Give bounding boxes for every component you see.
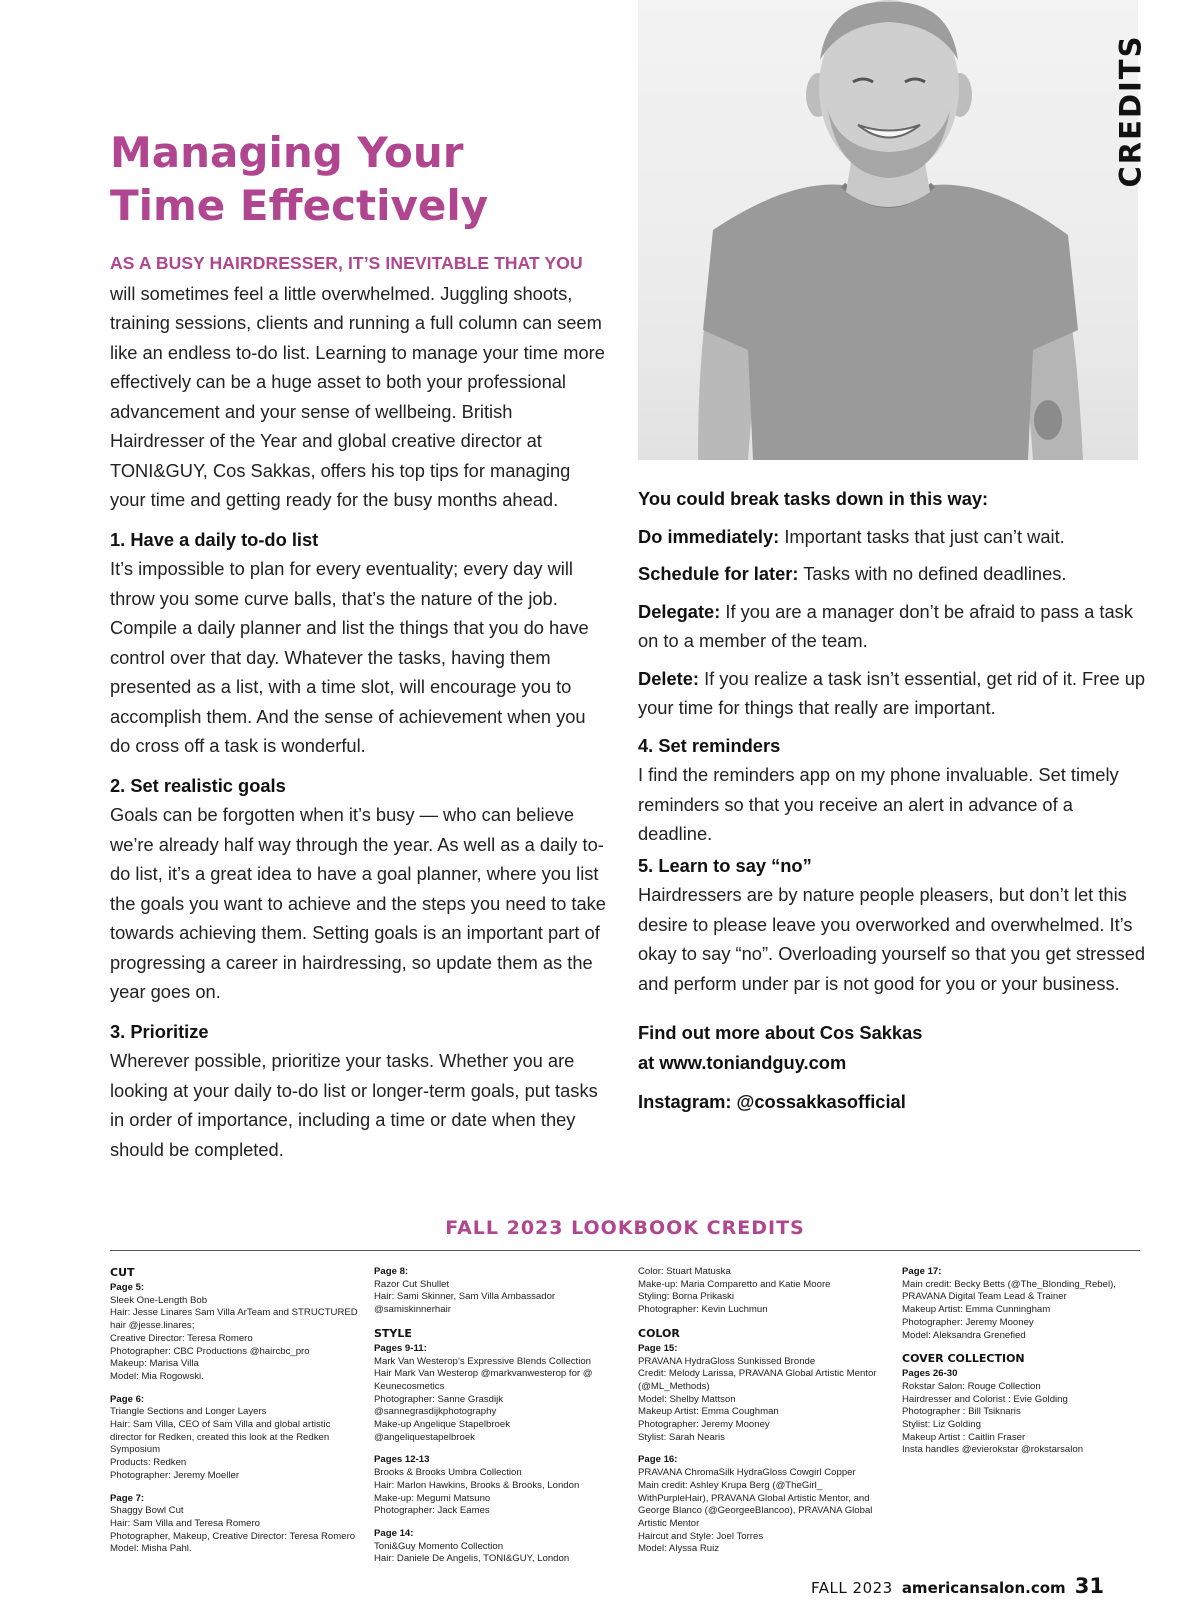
credit-line: Photographer, Makeup, Creative Director: Teresa Romero	[110, 1530, 356, 1542]
credit-line: Sleek One-Length Bob	[110, 1294, 208, 1306]
credit-line: Main credit: Ashley Krupa Berg (@TheGirl_ WithPurpleHair), PRAVANA Global Artistic Mentor, and George Blanco (@GeorgeeBlancoo), PRAVANA Global Artistic Mentor	[638, 1479, 873, 1529]
lookbook-column-4	[902, 1266, 1152, 1467]
article-title	[110, 126, 590, 232]
credit-line: Photographer: Jeremy Mooney	[902, 1316, 1034, 1328]
breakdown-text: If you realize a task isn’t essential, get rid of it. Free up your time for things that really are important.	[638, 667, 1146, 718]
credit-line: Main credit: Becky Betts (@The_Blonding_Rebel), PRAVANA Digital Team Lead & Trainer	[902, 1278, 1116, 1303]
cta	[638, 1018, 1148, 1077]
credit-line: Stylist: Liz Golding	[902, 1419, 981, 1431]
credit-page: Page 6:	[110, 1393, 145, 1405]
credit-page: Page 8:	[374, 1266, 409, 1277]
page-footer	[811, 1574, 1104, 1598]
credit-line: Model: Mia Rogowski.	[110, 1370, 204, 1382]
credit-block	[902, 1352, 1152, 1457]
lookbook-divider	[110, 1250, 1140, 1251]
breakdown-item	[638, 597, 1148, 656]
credit-line: Toni&Guy Momento Collection	[374, 1540, 504, 1552]
credit-block	[110, 1394, 360, 1483]
credit-line: Triangle Sections and Longer Layers	[110, 1406, 267, 1418]
credit-block	[638, 1266, 888, 1317]
credit-line: Hair: Sami Skinner, Sam Villa Ambassador	[374, 1291, 556, 1303]
credit-line: Stylist: Sarah Nearis	[638, 1431, 725, 1443]
tip-2-body: Goals can be forgotten when it’s busy — who can believe we’re already half way through the year. As well as a daily to-do list, it’s a great idea to have a goal planner, where you list the goals you want to achieve and the steps you need to take towards achieving them. Setting goals is an important part of progressing a career in hairdressing, so update them as the year goes on.	[110, 804, 606, 1002]
credit-line: Insta handles @evierokstar @rokstarsalon	[902, 1444, 1084, 1456]
credit-line: Hair: Marlon Hawkins, Brooks & Brooks, London	[374, 1479, 580, 1491]
credit-line: PRAVANA HydraGloss Sunkissed Bronde	[638, 1355, 816, 1367]
tip-2-heading: 2. Set realistic goals	[110, 774, 286, 796]
lookbook-column-1	[110, 1266, 360, 1566]
breakdown-intro: You could break tasks down in this way:	[638, 488, 989, 509]
credit-line: Styling: Borna Prikaski	[638, 1291, 734, 1303]
breakdown-text: Important tasks that just can’t wait.	[784, 525, 1065, 547]
tip-5-body: Hairdressers are by nature people pleasers, but don’t let this desire to please leave you overworked and overwhelmed. It’s okay to say “no”. Overloading yourself so that you get stressed and perform under par is not good for you or your business.	[638, 884, 1146, 994]
credit-line: Hair Mark Van Westerop @markvanwesterop for @ Keunecosmetics	[374, 1368, 593, 1392]
credit-page: Page 15:	[638, 1342, 678, 1354]
credit-line: Photographer: Kevin Luchmun	[638, 1304, 768, 1316]
instagram-handle: Instagram: @cossakkasofficial	[638, 1091, 906, 1112]
credit-line: Credit: Melody Larissa, PRAVANA Global Artistic Mentor (@ML_Methods)	[638, 1368, 877, 1392]
credit-line: Photographer: Sanne Grasdijk	[374, 1393, 504, 1405]
lead-in: AS A BUSY HAIRDRESSER, IT’S INEVITABLE THAT YOU	[110, 253, 583, 273]
credit-block	[110, 1493, 360, 1557]
breakdown-text: Tasks with no defined deadlines.	[803, 563, 1067, 584]
footer-issue: FALL 2023	[811, 1579, 893, 1597]
section-tab	[1110, 34, 1150, 187]
credit-page: Page 17:	[902, 1266, 942, 1277]
credit-block	[374, 1266, 624, 1317]
credit-line: Products: Redken	[110, 1457, 187, 1469]
credit-line: Photographer: CBC Productions @haircbc_pro	[110, 1345, 310, 1357]
credit-section-heading: COVER COLLECTION	[902, 1352, 1025, 1366]
credit-line: Shaggy Bowl Cut	[110, 1505, 184, 1517]
breakdown-label: Delegate:	[638, 600, 721, 622]
credit-line: Mark Van Westerop’s Expressive Blends Collection	[374, 1355, 592, 1367]
credit-line: Creative Director: Teresa Romero	[110, 1332, 253, 1344]
credit-line: Model: Misha Pahl.	[110, 1543, 192, 1555]
credit-line: Makeup Artist: Emma Cunningham	[902, 1304, 1051, 1316]
credit-page: Page 7:	[110, 1492, 145, 1504]
credit-line: Make-up Angelique Stapelbroek	[374, 1419, 511, 1431]
article-left-column	[110, 249, 610, 1174]
credit-line: Photographer: Jeremy Mooney	[638, 1419, 770, 1431]
article-title-line-1: Managing Your	[110, 128, 464, 177]
lookbook-column-2	[374, 1266, 624, 1576]
credit-line: Model: Aleksandra Grenefied	[902, 1329, 1026, 1341]
page-number: 31	[1074, 1574, 1104, 1598]
footer-site: americansalon.com	[901, 1579, 1066, 1597]
credit-block	[110, 1266, 360, 1384]
section-tab-label: CREDITS	[1113, 34, 1147, 187]
tip-4-heading: 4. Set reminders	[638, 734, 781, 756]
intro-text: will sometimes feel a little overwhelmed. Juggling shoots, training sessions, clients and running a full column can seem like an endless to-do list. Learning to manage your time more effectively can be a huge asset to both your professional advancement and your sense of wellbeing. British Hairdresser of the Year and global creative director at TONI&GUY, Cos Sakkas, offers his top tips for managing your time and getting ready for the busy months ahead.	[110, 282, 605, 510]
credit-line: Rokstar Salon: Rouge Collection	[902, 1380, 1041, 1392]
credit-section-heading: COLOR	[638, 1326, 680, 1340]
portrait-photo	[638, 0, 1138, 460]
credit-block	[902, 1266, 1152, 1342]
credit-line: Makeup: Marisa Villa	[110, 1358, 199, 1370]
credit-line: @angeliquestapelbroek	[374, 1431, 475, 1443]
tip-1-body: It’s impossible to plan for every eventuality; every day will throw you some curve balls, that’s the nature of the job. Compile a daily planner and list the things that you do have control over that day. Whatever the tasks, having them presented as a list, with a time slot, will encourage you to accomplish them. And the sense of achievement when you do cross off a task is wonderful.	[110, 558, 589, 756]
tip-3-heading: 3. Prioritize	[110, 1020, 209, 1042]
breakdown-item	[638, 559, 1148, 589]
article-title-line-2: Time Effectively	[110, 181, 489, 230]
credit-line: Hair: Sam Villa, CEO of Sam Villa and global artistic director for Redken, created this look at the Redken Symposium	[110, 1419, 331, 1456]
credit-line: Brooks & Brooks Umbra Collection	[374, 1467, 522, 1479]
credit-line: Photographer: Jack Eames	[374, 1505, 490, 1517]
credit-line: Hair: Sam Villa and Teresa Romero	[110, 1517, 261, 1529]
credit-page: Pages 12-13	[374, 1454, 430, 1466]
tip-3-body: Wherever possible, prioritize your tasks. Whether you are looking at your daily to-do list or longer-term goals, put tasks in order of importance, including a time or date when they should be completed.	[110, 1050, 598, 1160]
credit-line: Razor Cut Shullet	[374, 1278, 450, 1290]
credit-line: PRAVANA ChromaSilk HydraGloss Cowgirl Copper	[638, 1467, 856, 1479]
credit-line: Photographer: Jeremy Moeller	[110, 1469, 240, 1481]
breakdown-item	[638, 522, 1148, 552]
credit-line: Haircut and Style: Joel Torres	[638, 1530, 764, 1542]
credit-line: Photographer : Bill Tsiknaris	[902, 1406, 1021, 1418]
credit-page: Page 5:	[110, 1282, 145, 1293]
credit-line: Model: Alyssa Ruiz	[638, 1543, 720, 1555]
credit-page: Page 14:	[374, 1527, 414, 1539]
credit-line: Make-up: Megumi Matsuno	[374, 1492, 491, 1504]
breakdown-label: Schedule for later:	[638, 563, 799, 584]
credit-line: Makeup Artist : Caitlin Fraser	[902, 1431, 1026, 1443]
credit-line: Color: Stuart Matuska	[638, 1266, 731, 1277]
tip-4-body: I find the reminders app on my phone invaluable. Set timely reminders so that you receive an alert in advance of a deadline.	[638, 764, 1119, 844]
credit-line: Hairdresser and Colorist : Evie Golding	[902, 1393, 1068, 1405]
credit-page: Pages 26-30	[902, 1368, 958, 1380]
credit-line: @sannegrasdijkphotography	[374, 1406, 497, 1418]
breakdown-label: Do immediately:	[638, 525, 780, 547]
cta-line-2: at www.toniandguy.com	[638, 1051, 847, 1073]
credit-line: @samiskinnerhair	[374, 1304, 451, 1316]
breakdown-label: Delete:	[638, 667, 699, 689]
portrait-illustration	[638, 0, 1138, 460]
breakdown-item	[638, 664, 1148, 723]
credit-block	[374, 1327, 624, 1445]
credit-block	[374, 1454, 624, 1518]
tip-1-heading: 1. Have a daily to-do list	[110, 528, 319, 550]
credit-line: Hair: Daniele De Angelis, TONI&GUY, London	[374, 1553, 570, 1565]
article-right-column	[638, 484, 1148, 1127]
credit-line: Make-up: Maria Comparetto and Katie Moore	[638, 1278, 831, 1290]
intro-paragraph	[110, 249, 610, 515]
credit-page: Pages 9-11:	[374, 1342, 427, 1354]
credit-line: Makeup Artist: Emma Coughman	[638, 1406, 779, 1418]
credit-section-heading: CUT	[110, 1266, 135, 1279]
tip-5-heading: 5. Learn to say “no”	[638, 854, 812, 876]
credit-line: Model: Shelby Mattson	[638, 1393, 736, 1405]
lookbook-title: FALL 2023 LOOKBOOK CREDITS	[445, 1217, 805, 1239]
credit-block	[638, 1454, 888, 1556]
credit-block	[374, 1528, 624, 1566]
credit-block	[638, 1327, 888, 1445]
credit-section-heading: STYLE	[374, 1326, 412, 1340]
cta-line-1: Find out more about Cos Sakkas	[638, 1022, 923, 1043]
credit-line: Hair: Jesse Linares Sam Villa ArTeam and STRUCTURED hair @jesse.linares;	[110, 1307, 358, 1332]
lookbook-column-3	[638, 1266, 888, 1566]
credit-page: Page 16:	[638, 1454, 678, 1466]
breakdown-text: If you are a manager don’t be afraid to pass a task on to a member of the team.	[638, 600, 1133, 651]
